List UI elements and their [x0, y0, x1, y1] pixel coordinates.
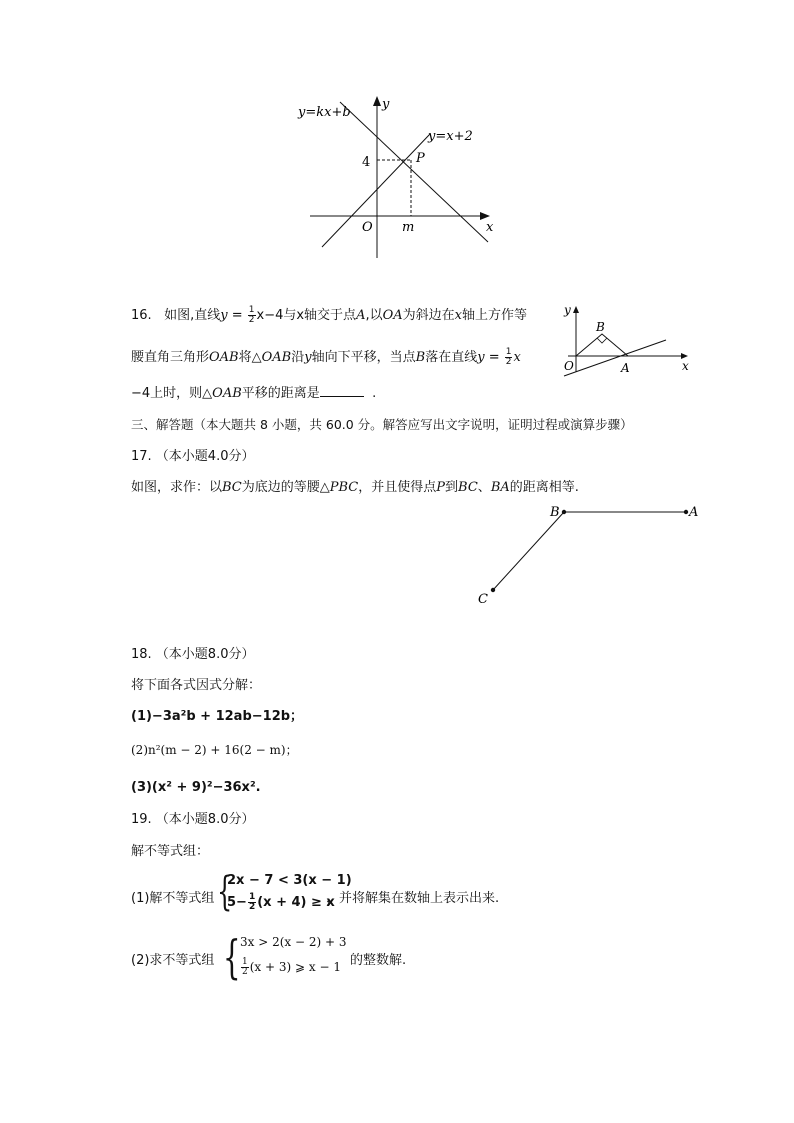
answer-blank[interactable] — [320, 384, 364, 397]
figure-q16-graph — [558, 300, 698, 380]
q17-text: 的距离相等. — [509, 480, 579, 495]
q19-p1-tail: ，并将解集在数轴上表示出来. — [326, 891, 500, 906]
point-b — [562, 510, 566, 514]
q17-var: P — [436, 480, 446, 495]
label-a: A — [689, 505, 699, 520]
q17-var: BC — [222, 480, 242, 495]
q17-var: PBC — [329, 480, 359, 495]
q16-text: 平移的距离是 — [241, 386, 320, 401]
q16-var: A — [356, 308, 366, 323]
brace-p1: { — [217, 869, 233, 915]
label-line-x-plus-2: y=x+2 — [428, 129, 473, 144]
q18-header: 18. （本小题8.0分） — [131, 647, 255, 662]
q17-var: BA — [490, 480, 510, 495]
q19-p2-label: (2)求不等式组 — [131, 953, 215, 968]
q18-intro: 将下面各式因式分解： — [131, 678, 262, 693]
q16-var: x — [513, 350, 521, 365]
q17-text: 如图，求作：以 — [131, 480, 223, 495]
q16-var: OAB — [209, 350, 239, 365]
point-c — [491, 588, 495, 592]
figure-q15-graph — [290, 90, 510, 265]
q16-text: 将△ — [238, 350, 262, 365]
q17-body — [131, 479, 579, 497]
y-axis-arrow — [373, 96, 381, 106]
label-y-axis: y — [382, 97, 390, 112]
label-line-kx-b: y=kx+b — [298, 105, 351, 120]
q17-text: 到 — [445, 480, 459, 495]
q18-item1: (1)−3a²b + 12ab−12b； — [131, 709, 304, 724]
label-x-axis: x — [486, 220, 494, 235]
q19-text: (x + 4) ≥ x — [257, 895, 335, 910]
label-m: m — [402, 220, 415, 235]
q16-line3 — [131, 384, 376, 403]
q16-text: 为斜边在 — [402, 308, 455, 323]
q16-var: OA — [382, 308, 403, 323]
x-axis-arrow — [480, 212, 490, 220]
q17-text: 、 — [477, 480, 491, 495]
q16-text: x轴交于点 — [296, 308, 357, 323]
q16-line1: 16. 如图,直线y = $\frac{1}{2}$ x−4与x轴交于点A,以OA为斜边在x轴上方作等 — [131, 305, 528, 325]
fraction-half: $\frac{1}{2}$ — [248, 892, 256, 912]
q16-text: 落在直线 — [425, 350, 478, 365]
q19-intro: 解不等式组： — [131, 844, 210, 859]
q19-p2-tail: 的整数解. — [350, 953, 407, 968]
q17-header: 17. （本小题4.0分） — [131, 449, 255, 464]
q19-p1-ineq2 — [227, 893, 335, 912]
q17-text: ，并且使得点 — [358, 480, 437, 495]
figure-q17-angle — [470, 498, 705, 610]
q16-var: y — [477, 350, 485, 365]
q16-var: y — [220, 308, 228, 323]
label-o: O — [564, 359, 574, 373]
q16-text: x−4与 — [256, 308, 297, 323]
label-origin: O — [362, 220, 373, 235]
label-point-p: P — [416, 151, 425, 166]
y-axis-arrow — [573, 306, 579, 313]
q19-text: 5− — [227, 895, 247, 910]
q19-p1-label: (1)解不等式组 — [131, 891, 215, 906]
q16-line2: 腰直角三角形OAB将△OAB沿y轴向下平移，当点B落在直线y = $\frac{1}{2}$ x — [131, 347, 521, 367]
q19-text: (x + 3) ⩾ x − 1 — [249, 960, 341, 974]
q17-text: 为底边的等腰△ — [241, 480, 330, 495]
label-c: C — [478, 592, 488, 607]
point-a — [684, 510, 688, 514]
fraction-half: $\frac{1}{2}$ — [242, 957, 248, 977]
label-y: y — [564, 303, 571, 317]
segment-bc — [493, 512, 564, 590]
q16-number: 16. — [131, 308, 152, 323]
fraction-half: $\frac{1}{2}$ — [248, 305, 255, 325]
q19-header: 19. （本小题8.0分） — [131, 812, 255, 827]
label-a: A — [621, 361, 630, 375]
label-x: x — [682, 359, 689, 373]
label-b: B — [550, 505, 560, 520]
q17-var: BC — [458, 480, 478, 495]
q16-var: B — [415, 350, 426, 365]
q19-p2-ineq2 — [240, 958, 341, 977]
q16-text: 轴向下平移，当点 — [311, 350, 416, 365]
q19-p2-ineq1: 3x > 2(x − 2) + 3 — [240, 935, 347, 949]
q16-text: 沿 — [291, 350, 305, 365]
q16-text: 轴上方作等 — [462, 308, 528, 323]
q16-var: y — [304, 350, 312, 365]
q16-text: −4上时，则△ — [131, 386, 213, 401]
q16-var: x — [454, 308, 462, 323]
brace-p2: { — [223, 930, 241, 984]
right-angle-mark — [597, 338, 607, 343]
q18-item2: (2)n²(m − 2) + 16(2 − m)； — [131, 743, 298, 757]
q16-text: 腰直角三角形 — [131, 350, 210, 365]
label-b: B — [596, 320, 605, 334]
q16-text: . — [372, 386, 377, 401]
fraction-half: $\frac{1}{2}$ — [505, 347, 512, 367]
q16-text: 如图,直线 — [164, 308, 221, 323]
q16-var: OAB — [212, 386, 242, 401]
q18-item3: (3)(x² + 9)²−36x². — [131, 780, 261, 795]
triangle-oab — [576, 334, 628, 356]
section3-title: 三、解答题（本大题共 8 小题，共 60.0 分。解答应写出文字说明，证明过程或演算步骤） — [131, 417, 633, 432]
label-four: 4 — [362, 155, 371, 170]
q16-text: ,以 — [365, 308, 383, 323]
q16-var: OAB — [261, 350, 292, 365]
q19-p1-ineq1: 2x − 7 < 3(x − 1) — [227, 873, 352, 888]
